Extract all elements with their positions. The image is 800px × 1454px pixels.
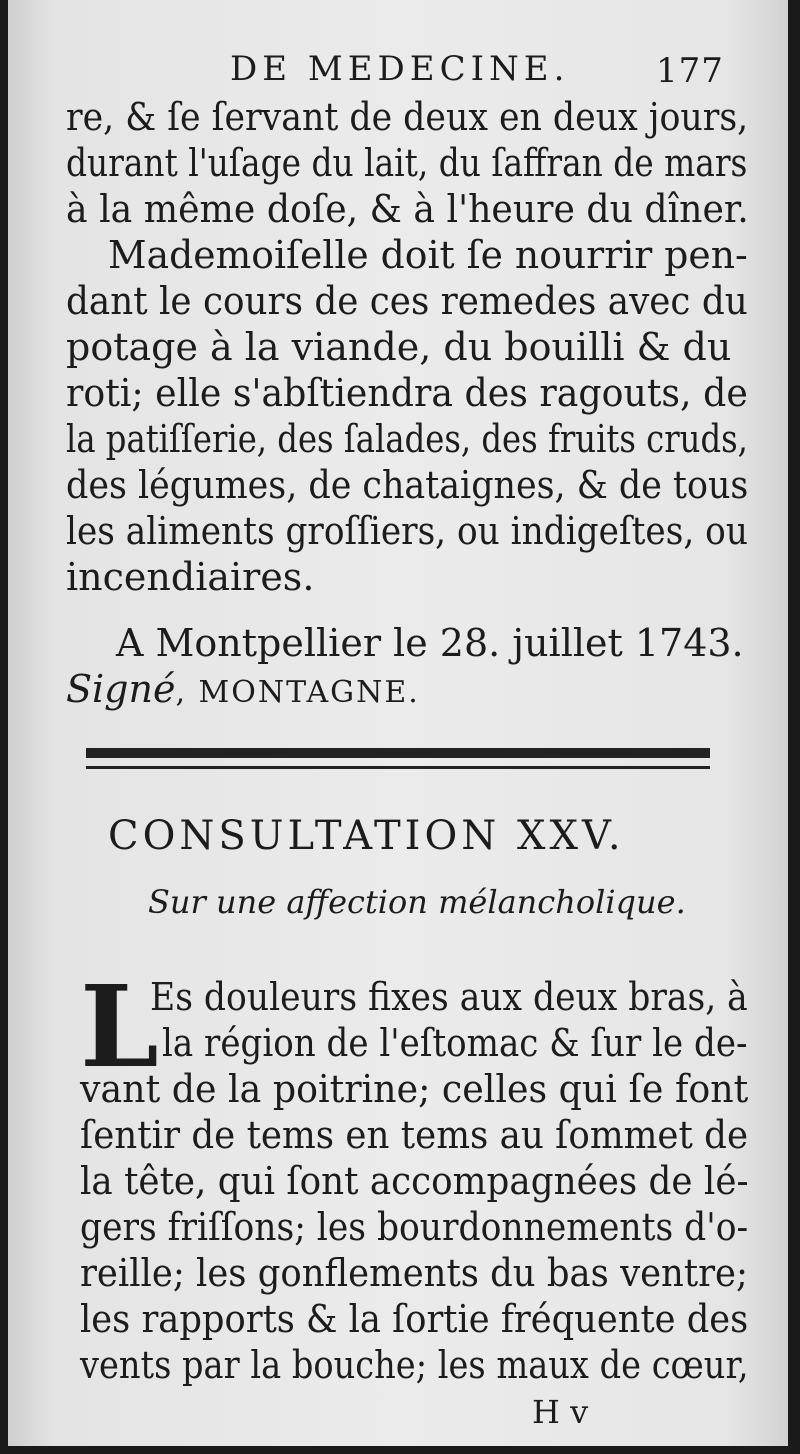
text-line: dant le cours de ces remedes avec du [66, 279, 748, 323]
signature-line [66, 667, 420, 711]
text-line: durant l'uſage du lait, du ſaffran de mars [66, 141, 748, 185]
text-line: les aliments groſſiers, ou indigeſtes, ou [66, 509, 748, 553]
signed-word: Signé [66, 667, 176, 711]
text-line: les rapports & la ſortie fréquente des [80, 1297, 749, 1341]
text-line: la région de l'eſtomac & ſur le de- [162, 1021, 748, 1065]
signature-mark: H v [532, 1393, 589, 1431]
consultation-subtitle: Sur une affection mélancholique. [148, 883, 686, 921]
page-number: 177 [656, 51, 724, 91]
consultation-title: CONSULTATION XXV. [108, 813, 625, 859]
ornamental-rule [86, 748, 710, 758]
text-line: Mademoiſelle doit ſe nourrir pen- [108, 233, 748, 277]
text-line: Es douleurs fixes aux deux bras, à [150, 975, 748, 1019]
text-line: des légumes, de chataignes, & de tous [66, 463, 749, 507]
signed-name: , MONTAGNE. [175, 675, 420, 710]
text-line: gers friſſons; les bourdonnements d'o- [80, 1205, 749, 1249]
text-line: vents par la bouche; les maux de cœur, [80, 1343, 749, 1387]
text-line: reille; les gonflements du bas ventre; [80, 1251, 748, 1295]
text-line: incendiaires. [66, 555, 315, 599]
text-line: re, & ſe ſervant de deux en deux jours, [66, 95, 749, 139]
text-line: roti; elle s'abſtiendra des ragouts, de [66, 371, 748, 415]
drop-cap: L [80, 962, 159, 1093]
rule-thin [86, 766, 710, 769]
text-line: potage à la viande, du bouilli & du [66, 325, 732, 369]
text-line: vant de la poitrine; celles qui ſe font [80, 1067, 749, 1111]
text-line: à la même doſe, & à l'heure du dîner. [66, 187, 749, 231]
running-title: DE MEDECINE. [230, 49, 570, 89]
text-line: ſentir de tems en tems au ſommet de [80, 1113, 749, 1157]
book-page [8, 0, 788, 1446]
text-line: la tête, qui ſont accompagnées de lé- [80, 1159, 749, 1203]
text-line: la patiſſerie, des ſalades, des fruits cruds, [66, 417, 748, 461]
place-date-line: A Montpellier le 28. juillet 1743. [116, 621, 744, 665]
